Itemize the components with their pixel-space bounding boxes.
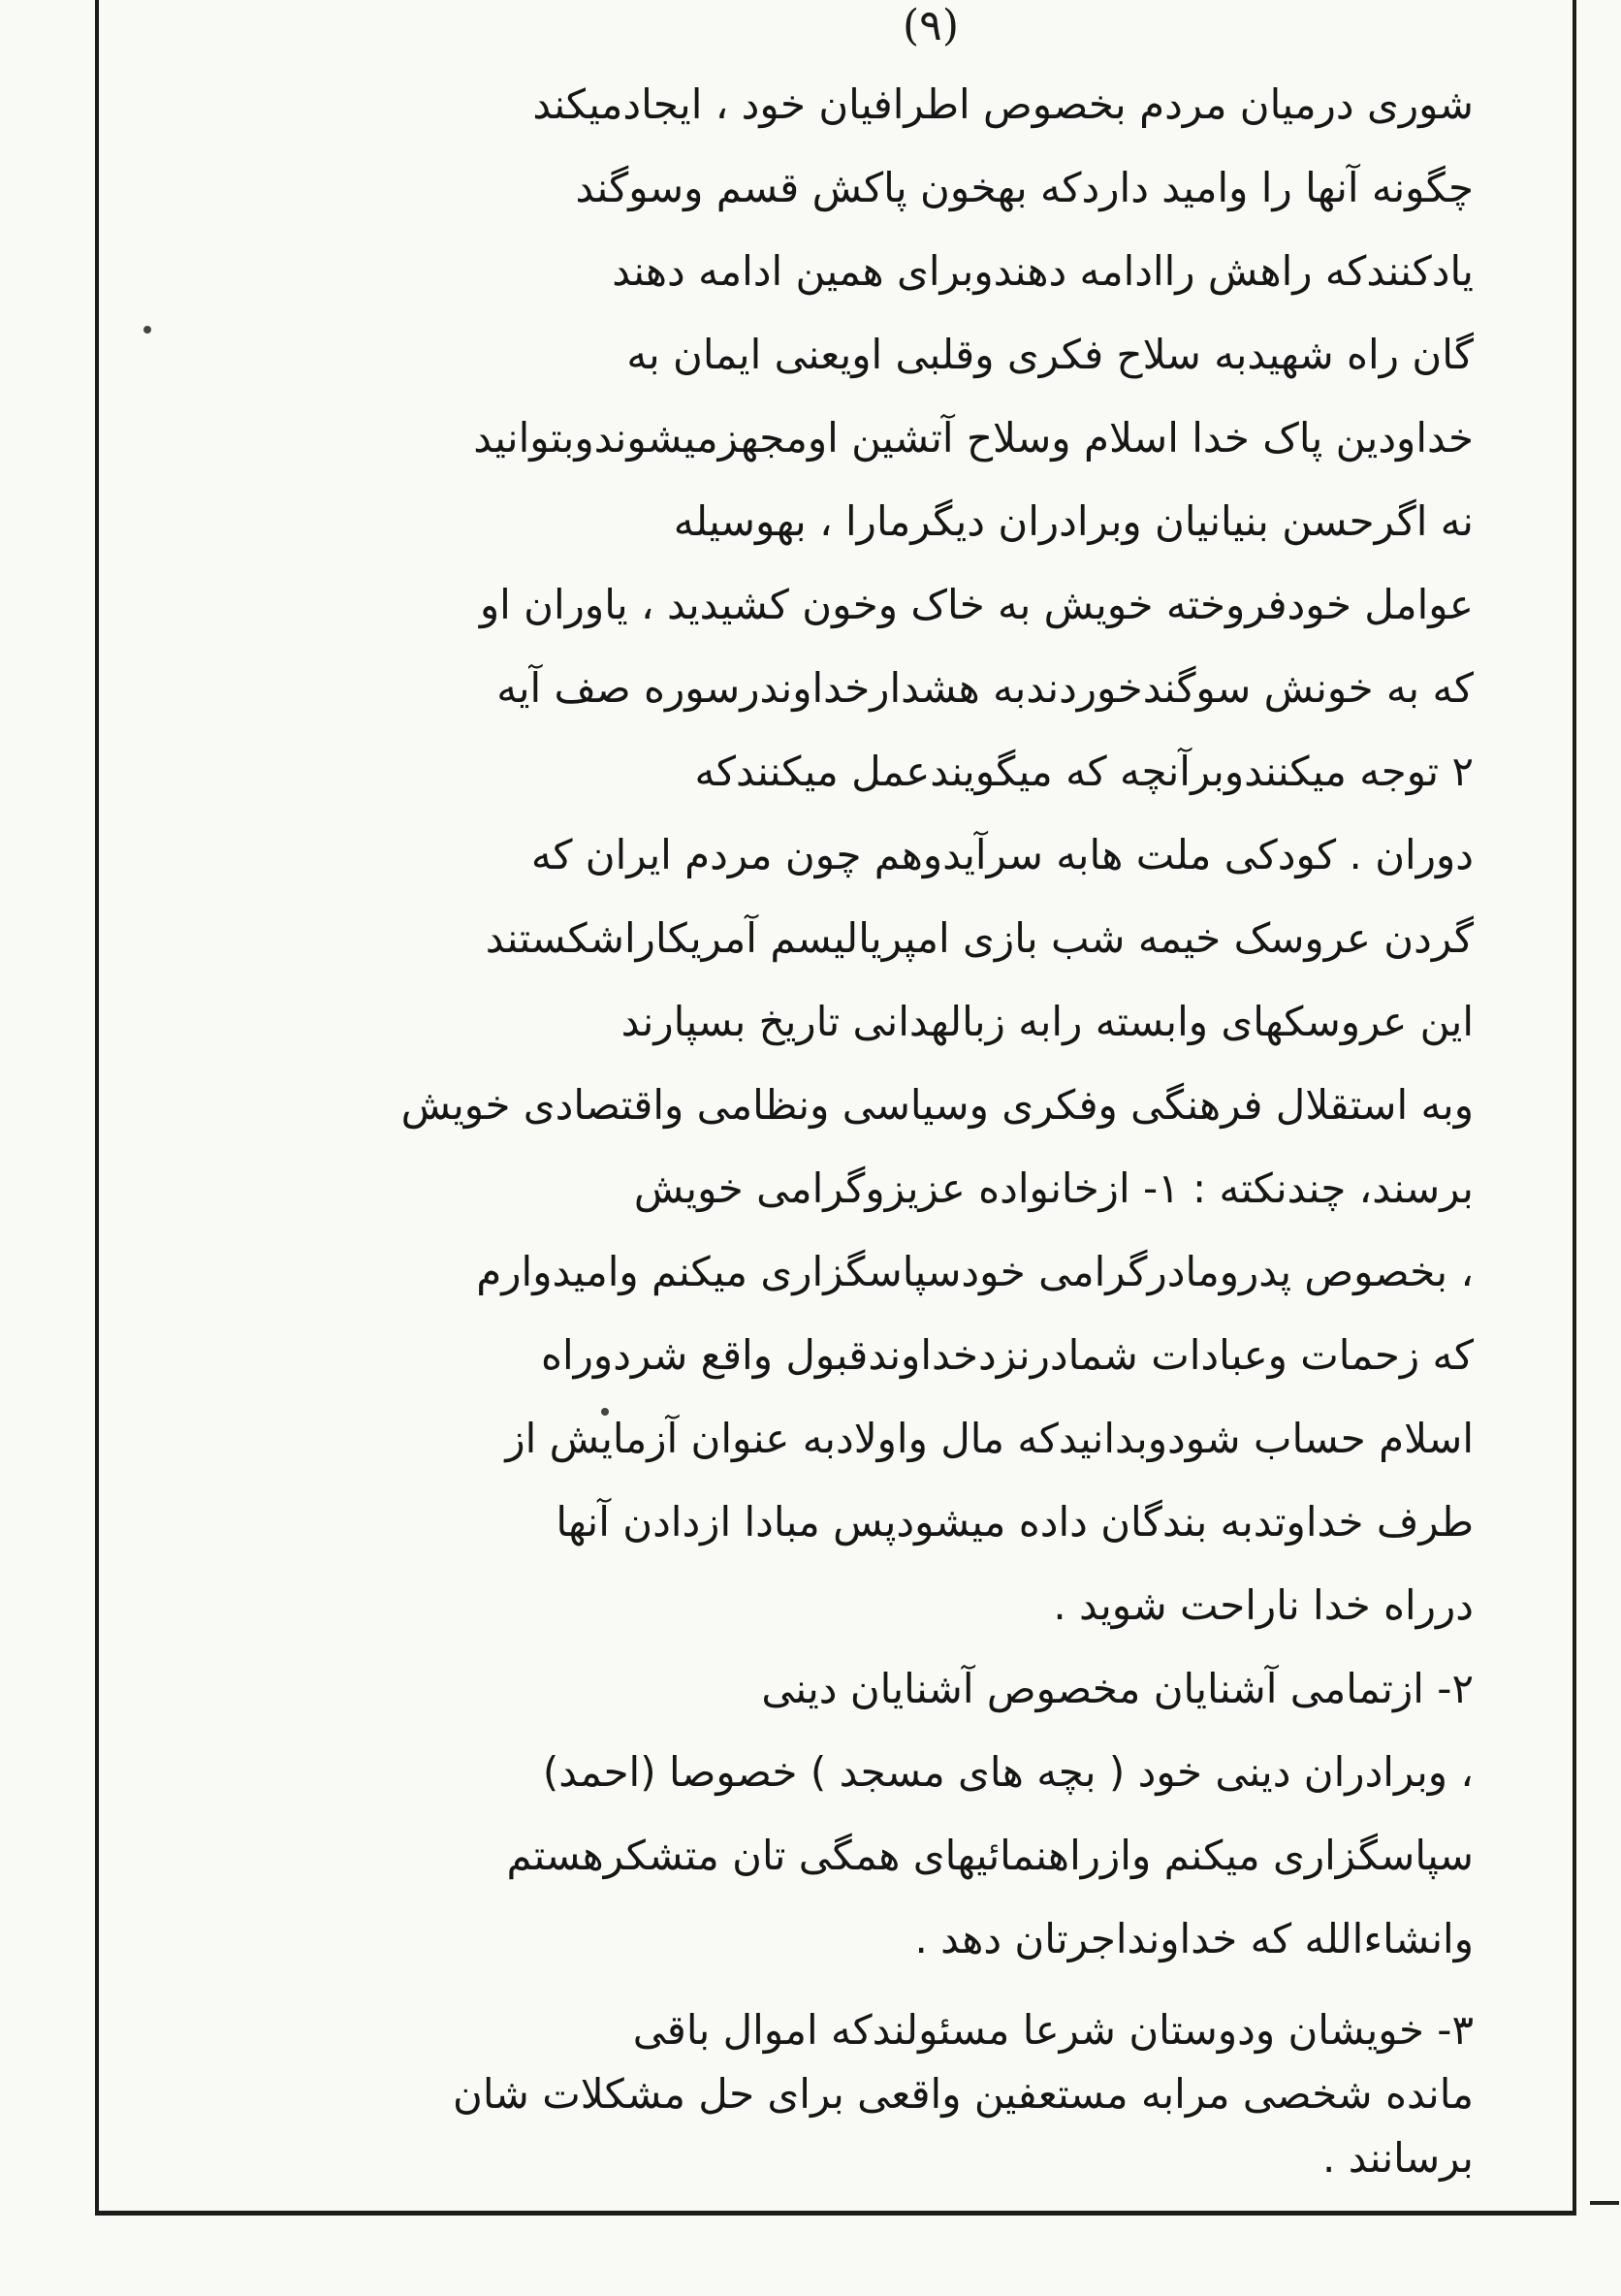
text-line: برسند، چندنکته : ۱- ازخانواده عزیزوگرامی خویش [633,1164,1474,1212]
text-line: سپاسگزاری میکنم وازراهنمائیهای همگی تان متشکرهستم [506,1832,1474,1879]
text-line: ، بخصوص پدرومادرگرامی خودسپاسگزاری میکنم وامیدوارم [476,1248,1474,1295]
text-line: خداودین پاک خدا اسلام وسلاح آتشین اومجهزمیشوندوبتوانید [473,414,1474,462]
text-line: طرف خداوتدبه بندگان داده میشودپس مبادا ازدادن آنها [556,1498,1474,1546]
text-line: وبه استقلال فرهنگی وفکری وسیاسی ونظامی واقتصادی خویش [400,1081,1474,1129]
text-line: یادکنندکه راهش راادامه دهندوبرای همین ادامه دهند [612,247,1474,295]
text-line: وانشاءالله که خداونداجرتان دهد . [914,1915,1474,1962]
text-line: چگونه آنها را وامید داردکه بهخون پاکش قسم وسوگند [575,164,1474,211]
text-line: ۲ توجه میکنندوبرآنچه که میگویندعمل میکنندکه [694,748,1474,795]
text-line: مانده شخصی مرابه مستعفین واقعی برای حل مشکلات شان [453,2070,1474,2118]
text-line: که زحمات وعبادات شمادرنزدخداوندقبول واقع شردوراه [540,1331,1474,1379]
page-number: (۹) [903,1,959,50]
text-line: دوران . کودکی ملت هابه سرآیدوهم چون مردم ایران که [530,831,1474,878]
text-line: ، وبرادران دینی خود ( بچه های مسجد ) خصوصا (احمد) [542,1748,1474,1796]
text-line: درراه خدا ناراحت شوید . [1053,1581,1474,1629]
text-line: گردن عروسک خیمه شب بازی امپریالیسم آمریکاراشکستند [485,914,1474,962]
text-line: برسانند . [1322,2134,1474,2182]
text-line: عوامل خودفروخته خویش به خاک وخون کشیدید ، یاوران او [479,581,1474,628]
text-line: نه اگرحسن بنیانیان وبرادران دیگرمارا ، بهوسیله [673,497,1474,545]
text-line: شوری درمیان مردم بخصوص اطرافیان خود ، ایجادمیکند [532,80,1474,128]
text-line: ۲- ازتمامی آشنایان مخصوص آشنایان دینی [761,1665,1474,1712]
text-line: که به خونش سوگندخوردندبه هشدارخداوندرسوره صف آیه [496,664,1474,712]
margin-mark [1590,2201,1619,2205]
text-line: اسلام حساب شودوبدانیدکه مال واولادبه عنوان آزمایش از [505,1415,1474,1462]
text-line: این عروسکهای وابسته رابه زبالهدانی تاریخ بسپارند [620,998,1474,1045]
letter-body [116,76,1474,1993]
letter-closing [116,2001,1474,2193]
text-line: ۳- خویشان ودوستان شرعا مسئولندکه اموال باقی [632,2006,1474,2054]
text-line: گان راه شهیدبه سلاح فکری وقلبی اویعنی ایمان به [626,331,1474,378]
